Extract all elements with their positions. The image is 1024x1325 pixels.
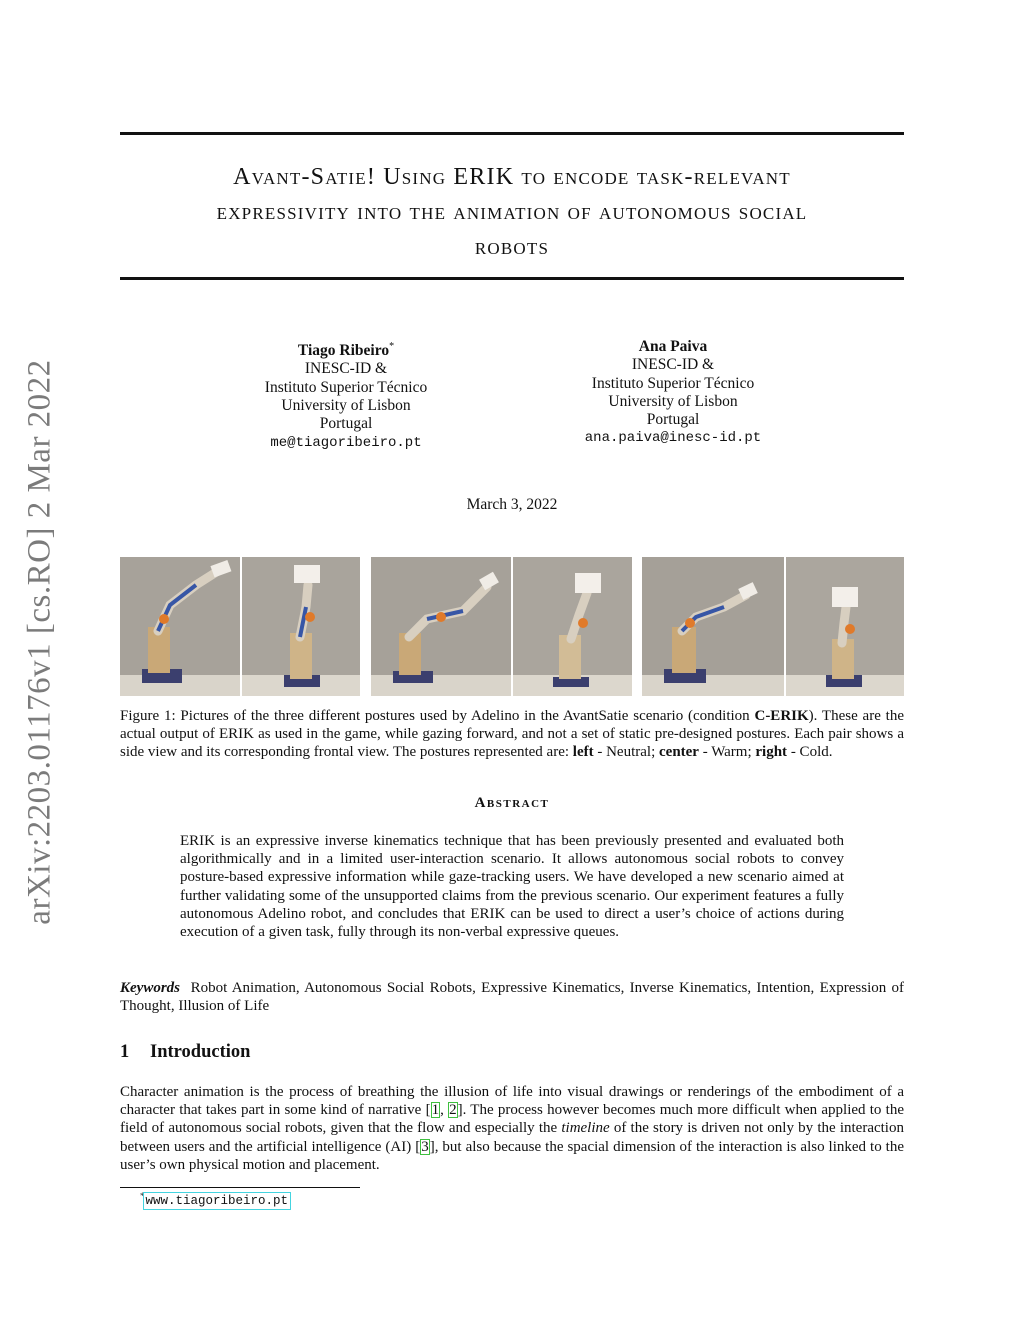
author-affiliation-line: University of Lisbon <box>608 392 738 410</box>
keywords <box>120 979 904 1015</box>
figure-photo-cold-side <box>642 557 784 696</box>
abstract-body: ERIK is an expressive inverse kinematics technique that has been previously presented and evaluated both algorithmically and in a limited user-interaction scenario. It allows autonomous social robots to convey posture-based expressive information while gaze-tracking users. We have developed a new scenario aimed at further validating some of the unsupported claims from the previous scenario. Our experiment features a fully autonomous Adelino robot, and concludes that ERIK can be used to direct a user’s choice of actions during execution of a given task, fully through its non-verbal expressive queues. <box>180 833 844 941</box>
intro-paragraph <box>120 1083 904 1174</box>
intro-emphasis: timeline <box>561 1120 610 1137</box>
footnote-rule <box>120 1187 360 1188</box>
intro-text: of the story is driven not only by the interaction between users and the artificial intelligence (AI) [ <box>120 1120 904 1155</box>
intro-text: ]. The process however becomes much more difficult when applied to the field of autonomous social robots, given that the flow and especially the <box>120 1102 904 1137</box>
caption-center-label: center <box>659 744 699 761</box>
citation-link[interactable]: 2 <box>449 1102 457 1119</box>
section-title: Introduction <box>150 1042 251 1062</box>
author-affiliation-line: INESC-ID & <box>631 356 715 374</box>
citation-link[interactable]: 1 <box>431 1102 440 1119</box>
caption-text: - Cold. <box>787 744 833 761</box>
author-block-2 <box>543 338 803 448</box>
figure-photo-neutral-front <box>242 557 360 696</box>
caption-text: ). These are the actual output of ERIK as used in the game, while gazing forward, and not a set of static pre-designed postures. Each pair shows a side view and its corresponding frontal view. The postures represented are: <box>120 708 904 761</box>
intro-text: Character animation is the process of breathing the illusion of life into visual drawings or renderings of the embodiment of a character that takes part in some kind of narrative [ <box>120 1084 904 1119</box>
author-affiliation-line: Portugal <box>646 411 700 429</box>
author-name: Ana Paiva <box>638 338 708 355</box>
author-email: ana.paiva@inesc-id.pt <box>584 430 762 447</box>
paper-title <box>120 160 904 265</box>
footnote-mark: * <box>389 341 395 352</box>
title-bottom-rule <box>120 277 904 280</box>
caption-text: - Warm; <box>698 744 756 761</box>
caption-text: - Neutral; <box>593 744 659 761</box>
footnote-mark: * <box>140 1191 145 1201</box>
figure-photo-neutral-side <box>120 557 240 696</box>
intro-text: ], but also because the spacial dimension of the interaction is also linked to the user’s own physical motion and placement. <box>120 1138 904 1173</box>
keywords-label: Keywords <box>120 980 180 996</box>
caption-right-label: right <box>755 744 788 761</box>
figure-photo-warm-side <box>371 557 511 696</box>
author-affiliation-line: Instituto Superior Técnico <box>264 378 428 396</box>
author-block-1 <box>216 338 476 452</box>
author-affiliation-line: INESC-ID & <box>304 360 388 378</box>
arxiv-identifier: arXiv:2203.01176v1 [cs.RO] 2 Mar 2022 <box>21 359 58 925</box>
caption-text: Figure 1: Pictures of the three different postures used by Adelino in the AvantSatie scenario (condition <box>120 708 755 724</box>
author-name: Tiago Ribeiro <box>297 342 390 360</box>
author-affiliation-line: Instituto Superior Técnico <box>591 374 755 392</box>
title-line-2: expressivity into the animation of autonomous social <box>216 199 808 225</box>
footnote-url-link[interactable]: www.tiagoribeiro.pt <box>145 1194 289 1209</box>
author-affiliation-line: Portugal <box>319 415 373 433</box>
author-email: me@tiagoribeiro.pt <box>270 434 422 451</box>
figure-caption <box>120 707 904 762</box>
section-number: 1 <box>120 1042 130 1062</box>
figure-photo-cold-front <box>786 557 904 696</box>
abstract-heading: Abstract <box>474 795 550 811</box>
paper-date: March 3, 2022 <box>466 496 558 513</box>
figure-photo-warm-front <box>513 557 632 696</box>
keywords-text: Robot Animation, Autonomous Social Robots, Expressive Kinematics, Inverse Kinematics, Intention, Expression of Thought, Illusion of Life <box>120 980 905 1015</box>
title-line-3: robots <box>474 234 550 260</box>
caption-left-label: left <box>572 744 594 761</box>
author-affiliation-line: University of Lisbon <box>281 397 411 415</box>
title-line-1: Avant-Satie! Using ERIK to encode task-relevant <box>233 164 791 190</box>
intro-text: , <box>440 1102 449 1119</box>
citation-link[interactable]: 3 <box>421 1138 429 1155</box>
caption-condition: C-ERIK <box>754 708 809 724</box>
footnote <box>140 1191 289 1208</box>
title-top-rule <box>120 132 904 135</box>
section-heading <box>120 1042 250 1063</box>
